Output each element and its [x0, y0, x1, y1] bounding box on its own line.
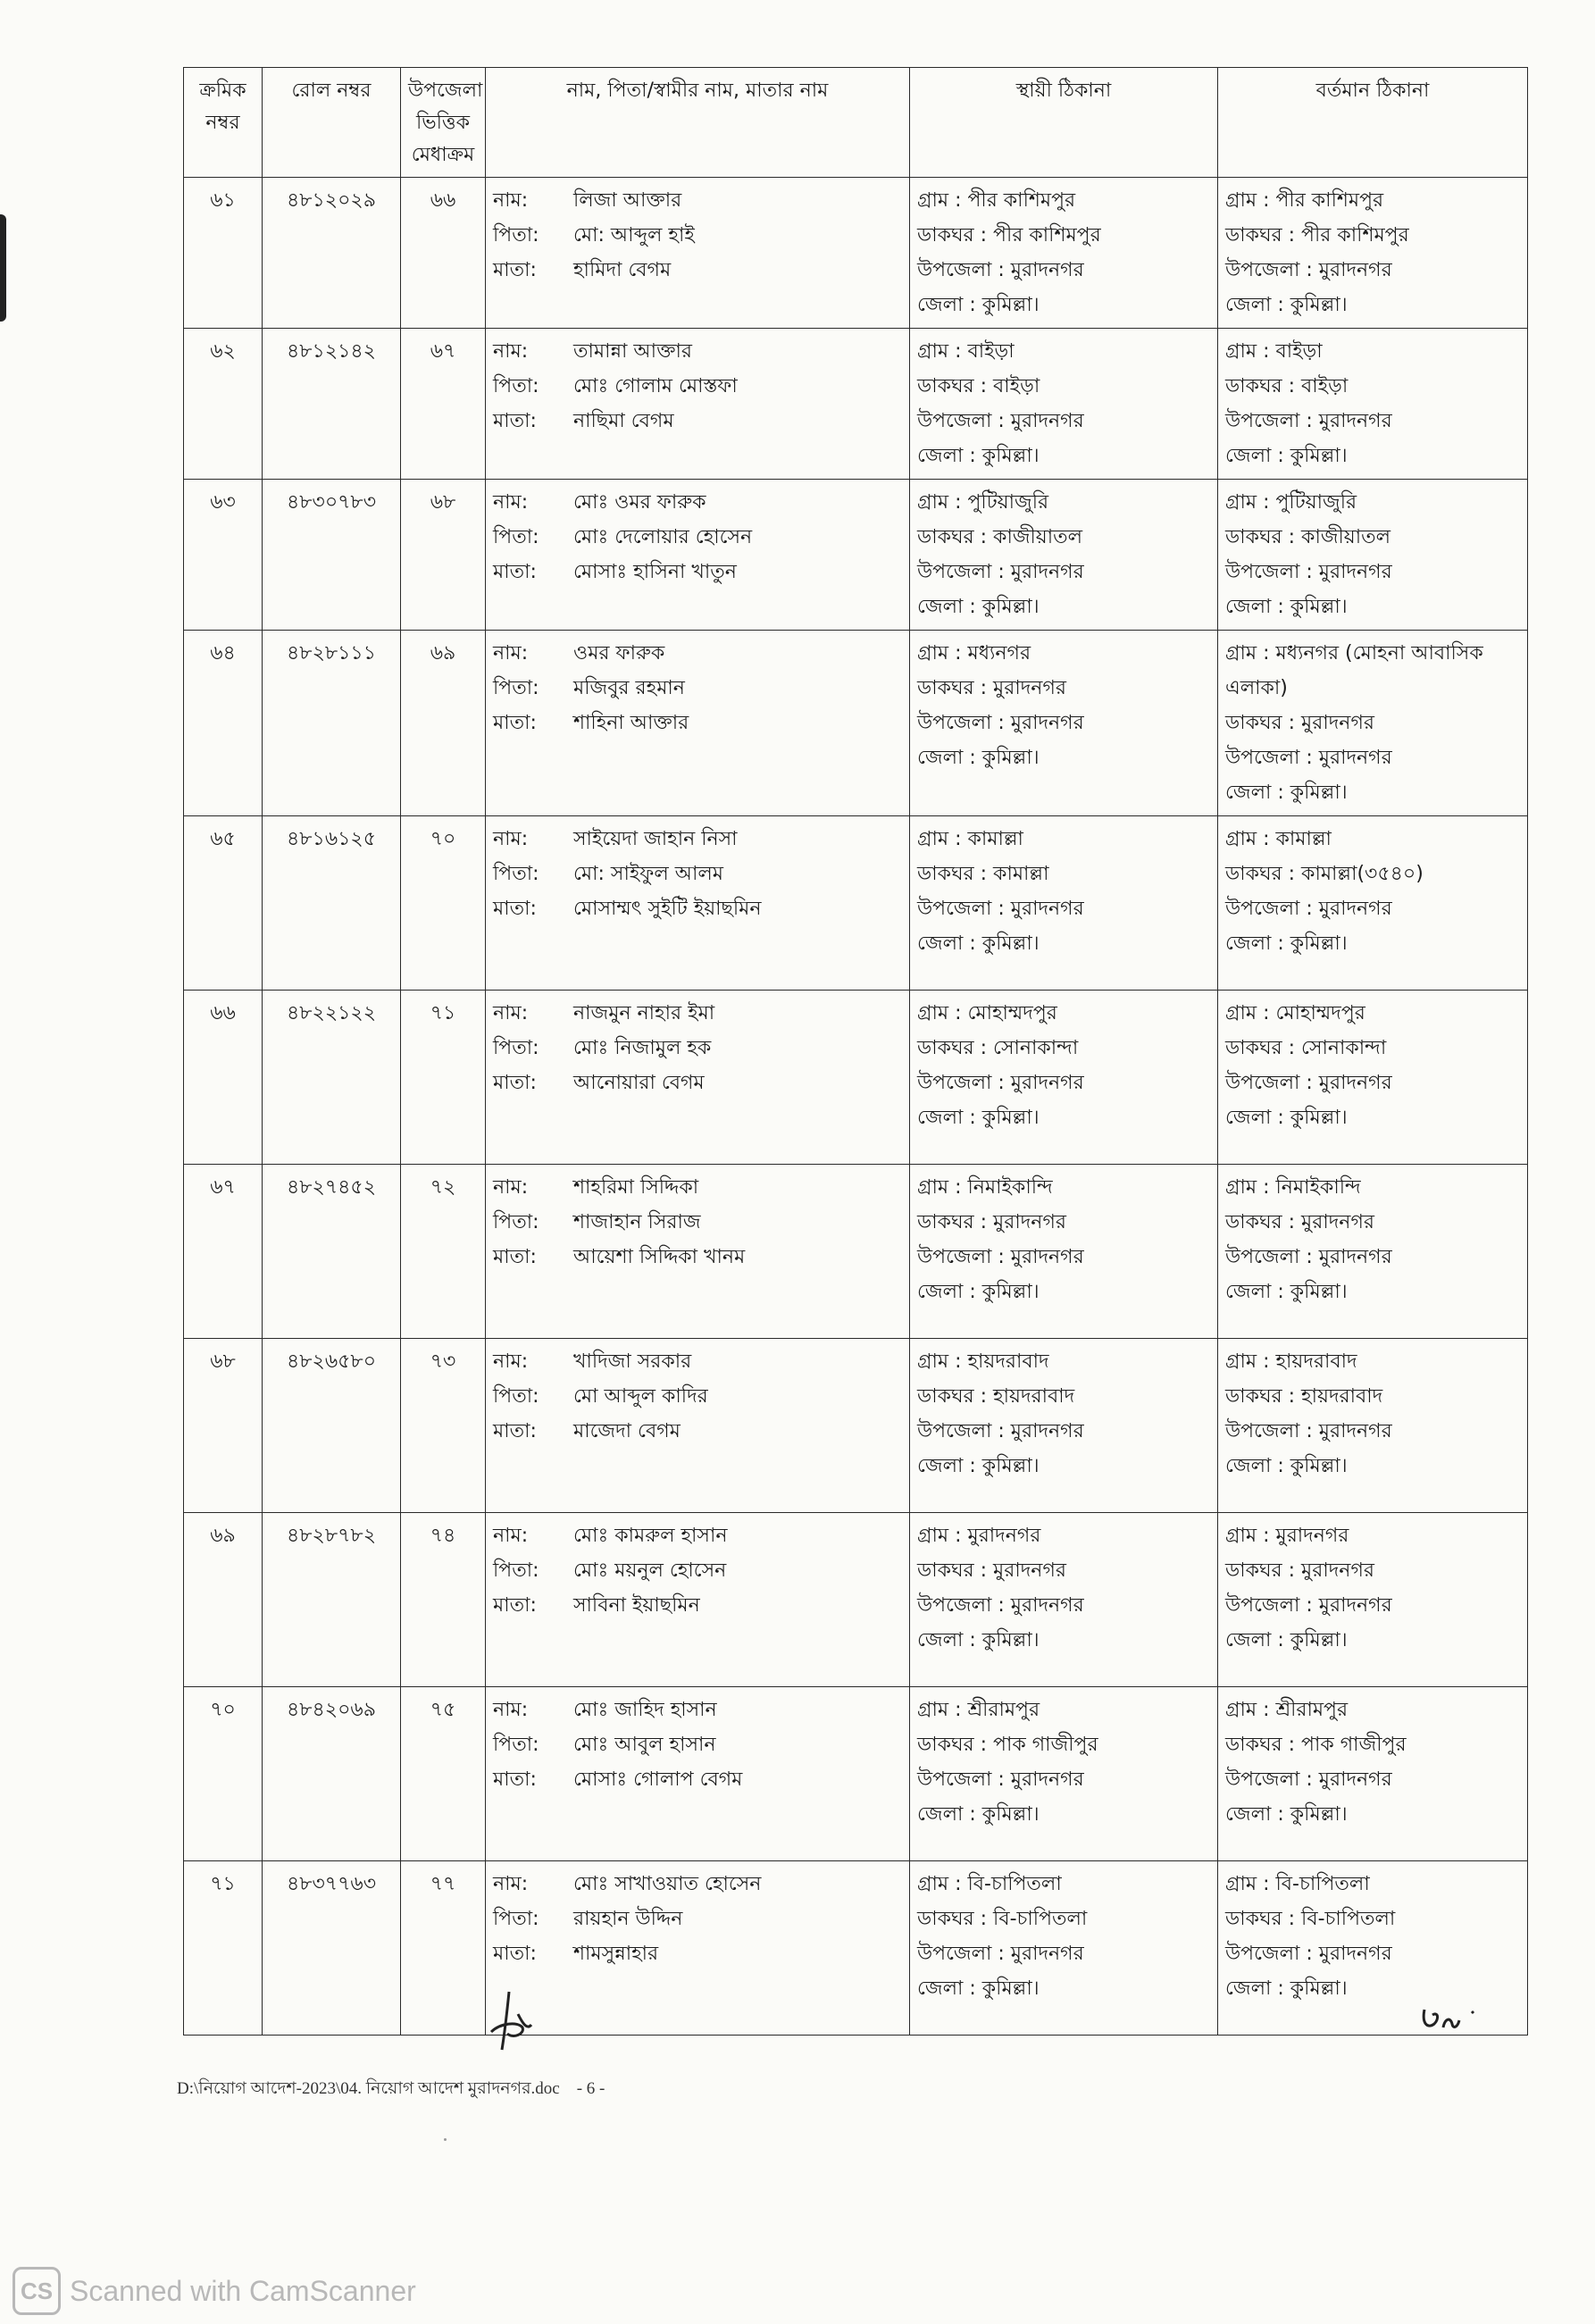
name-cell: [486, 178, 910, 329]
father-name-line: [493, 369, 902, 404]
table-row: [184, 178, 1528, 329]
serial-cell: ৬৪: [184, 631, 263, 816]
address-line: ডাকঘর : পীর কাশিমপুর: [1225, 224, 1409, 247]
address-line: উপজেলা : মুরাদনগর: [917, 410, 1084, 432]
father-label: পিতা:: [493, 526, 539, 548]
permanent-address-cell: [910, 1687, 1218, 1861]
roll-cell: ৪৮২২১২২: [263, 991, 401, 1165]
address-line: উপজেলা : মুরাদনগর: [917, 561, 1084, 583]
address-line: জেলা : কুমিল্লা।: [1225, 294, 1348, 316]
father-label: পিতা:: [493, 1559, 539, 1582]
serial-cell: ৬৫: [184, 816, 263, 991]
address-line: জেলা : কুমিল্লা।: [917, 1455, 1040, 1477]
mother-name: আনোয়ারা বেগম: [573, 1072, 705, 1094]
name-cell: [486, 1861, 910, 2036]
address-line: গ্রাম : বাইড়া: [917, 340, 1015, 363]
name-label: নাম:: [493, 491, 529, 514]
address-line: ডাকঘর : হায়দরাবাদ: [917, 1385, 1075, 1408]
name-cell: [486, 480, 910, 631]
page-number: - 6 -: [576, 2079, 605, 2098]
address-line: গ্রাম : বাইড়া: [1225, 340, 1323, 363]
address-line: উপজেলা : মুরাদনগর: [1225, 1420, 1392, 1442]
address-line: ডাকঘর : বি-চাপিতলা: [917, 1908, 1088, 1930]
merit-cell: ৭২: [401, 1165, 486, 1339]
roll-cell: ৪৮২৮১১১: [263, 631, 401, 816]
table-row: [184, 480, 1528, 631]
address-line: ডাকঘর : কাজীয়াতল: [1225, 526, 1391, 548]
name-label: নাম:: [493, 828, 529, 850]
permanent-address-cell: [910, 991, 1218, 1165]
candidate-name: সাইয়েদা জাহান নিসা: [573, 828, 738, 850]
table-row: [184, 631, 1528, 816]
candidate-name: শাহরিমা সিদ্দিকা: [573, 1176, 699, 1199]
roll-cell: ৪৮১২১৪২: [263, 329, 401, 480]
mother-name: মোসাম্মৎ সুইটি ইয়াছমিন: [573, 898, 762, 920]
father-name: মোঃ ময়নুল হোসেন: [573, 1559, 727, 1582]
address-line: গ্রাম : কামাল্লা: [1225, 828, 1332, 850]
address-line: জেলা : কুমিল্লা।: [1225, 445, 1348, 467]
candidate-name: খাদিজা সরকার: [573, 1350, 692, 1373]
name-label: নাম:: [493, 1002, 529, 1024]
address-line: জেলা : কুমিল্লা।: [917, 294, 1040, 316]
father-label: পিতা:: [493, 1385, 539, 1408]
father-name: শাজাহান সিরাজ: [573, 1211, 701, 1233]
camscanner-text: Scanned with CamScanner: [70, 2274, 416, 2307]
address-line: জেলা : কুমিল্লা।: [917, 1281, 1040, 1303]
mother-label: মাতা:: [493, 898, 537, 920]
roll-cell: ৪৮৪২০৬৯: [263, 1687, 401, 1861]
mother-name: হামিদা বেগম: [573, 259, 672, 281]
address-line: উপজেলা : মুরাদনগর: [917, 1768, 1084, 1791]
present-address-cell: [1218, 631, 1528, 816]
mother-label: মাতা:: [493, 712, 537, 734]
address-line: গ্রাম : মধ্যনগর: [917, 642, 1031, 665]
candidate-name: মোঃ ওমর ফারুক: [573, 491, 706, 514]
address-line: জেলা : কুমিল্লা।: [917, 747, 1040, 769]
address-line: ডাকঘর : বাইড়া: [1225, 375, 1349, 397]
merit-cell: ৭৭: [401, 1861, 486, 2036]
candidate-name-line: [493, 1693, 902, 1727]
table-header-row: [184, 68, 1528, 178]
roll-cell: ৪৮১৬১২৫: [263, 816, 401, 991]
mother-name: আয়েশা সিদ্দিকা খানম: [573, 1246, 746, 1268]
address-line: উপজেলা : মুরাদনগর: [1225, 898, 1392, 920]
address-line: ডাকঘর : বি-চাপিতলা: [1225, 1908, 1396, 1930]
present-address-cell: [1218, 816, 1528, 991]
mother-name: মোসাঃ হাসিনা খাতুন: [573, 561, 737, 583]
name-cell: [486, 1513, 910, 1687]
mother-name-line: [493, 1936, 902, 1971]
address-line: গ্রাম : শ্রীরামপুর: [1225, 1699, 1349, 1721]
address-line: জেলা : কুমিল্লা।: [1225, 1803, 1348, 1826]
father-name: মো: আব্দুল হাই: [573, 224, 695, 247]
mother-name: সাবিনা ইয়াছমিন: [573, 1594, 700, 1617]
father-name: মজিবুর রহমান: [573, 677, 685, 699]
address-line: গ্রাম : নিমাইকান্দি: [1225, 1176, 1361, 1199]
roll-cell: ৪৮৩০৭৮৩: [263, 480, 401, 631]
candidate-name-line: [493, 822, 902, 857]
permanent-address-cell: [910, 816, 1218, 991]
candidate-name: তামান্না আক্তার: [573, 340, 692, 363]
father-name-line: [493, 1031, 902, 1066]
merit-cell: ৭৩: [401, 1339, 486, 1513]
permanent-address-cell: [910, 480, 1218, 631]
address-line: জেলা : কুমিল্লা।: [1225, 932, 1348, 955]
father-label: পিতা:: [493, 224, 539, 247]
address-line: গ্রাম : পীর কাশিমপুর: [1225, 189, 1384, 212]
father-label: পিতা:: [493, 677, 539, 699]
mother-label: মাতা:: [493, 1246, 537, 1268]
name-cell: [486, 329, 910, 480]
father-name-line: [493, 1379, 902, 1414]
address-line: ডাকঘর : মুরাদনগর: [917, 677, 1066, 699]
father-name: মো আব্দুল কাদির: [573, 1385, 708, 1408]
address-line: ডাকঘর : মুরাদনগর: [917, 1211, 1066, 1233]
address-line: উপজেলা : মুরাদনগর: [1225, 259, 1392, 281]
candidate-name-line: [493, 183, 902, 218]
address-line: উপজেলা : মুরাদনগর: [917, 259, 1084, 281]
address-line: উপজেলা : মুরাদনগর: [917, 712, 1084, 734]
address-line: উপজেলা : মুরাদনগর: [1225, 747, 1392, 769]
present-address-cell: [1218, 991, 1528, 1165]
address-line: গ্রাম : কামাল্লা: [917, 828, 1023, 850]
address-line: জেলা : কুমিল্লা।: [1225, 1281, 1348, 1303]
name-label: নাম:: [493, 1699, 529, 1721]
table-row: [184, 991, 1528, 1165]
address-line: ডাকঘর : মুরাদনগর: [1225, 1211, 1374, 1233]
father-label: পিতা:: [493, 375, 539, 397]
mother-label: মাতা:: [493, 1072, 537, 1094]
table-row: [184, 1687, 1528, 1861]
serial-cell: ৬৭: [184, 1165, 263, 1339]
father-label: পিতা:: [493, 1037, 539, 1059]
address-line: উপজেলা : মুরাদনগর: [1225, 1594, 1392, 1617]
serial-cell: ৬১: [184, 178, 263, 329]
header-present-address: বর্তমান ঠিকানা: [1218, 68, 1528, 178]
address-line: উপজেলা : মুরাদনগর: [917, 1420, 1084, 1442]
address-line: জেলা : কুমিল্লা।: [1225, 782, 1348, 804]
name-label: নাম:: [493, 642, 529, 665]
present-address-cell: [1218, 480, 1528, 631]
address-line: ডাকঘর : হায়দরাবাদ: [1225, 1385, 1383, 1408]
serial-cell: ৭০: [184, 1687, 263, 1861]
serial-cell: ৬২: [184, 329, 263, 480]
name-label: নাম:: [493, 1873, 529, 1895]
address-line: ডাকঘর : মুরাদনগর: [917, 1559, 1066, 1582]
header-name: নাম, পিতা/স্বামীর নাম, মাতার নাম: [486, 68, 910, 178]
name-label: নাম:: [493, 1176, 529, 1199]
name-cell: [486, 631, 910, 816]
father-name: মোঃ আবুল হাসান: [573, 1734, 716, 1756]
file-path-text: D:\নিয়োগ আদেশ-2023\04. নিয়োগ আদেশ মুরাদনগর.doc: [177, 2079, 560, 2098]
address-line: উপজেলা : মুরাদনগর: [1225, 1943, 1392, 1965]
table-row: [184, 329, 1528, 480]
candidate-name-line: [493, 996, 902, 1031]
scan-edge-shadow: [0, 214, 6, 322]
serial-cell: ৭১: [184, 1861, 263, 2036]
mother-name: মাজেদা বেগম: [573, 1420, 681, 1442]
mother-name-line: [493, 253, 902, 288]
mother-label: মাতা:: [493, 1768, 537, 1791]
address-line: গ্রাম : বি-চাপিতলা: [1225, 1873, 1370, 1895]
address-line: ডাকঘর : সোনাকান্দা: [1225, 1037, 1387, 1059]
candidate-name-line: [493, 1867, 902, 1902]
name-cell: [486, 991, 910, 1165]
address-line: গ্রাম : মোহাম্মদপুর: [917, 1002, 1057, 1024]
permanent-address-cell: [910, 329, 1218, 480]
address-line: উপজেলা : মুরাদনগর: [917, 898, 1084, 920]
address-line: ডাকঘর : পীর কাশিমপুর: [917, 224, 1101, 247]
name-cell: [486, 1687, 910, 1861]
roll-cell: ৪৮২৬৫৮০: [263, 1339, 401, 1513]
address-line: উপজেলা : মুরাদনগর: [1225, 1246, 1392, 1268]
father-name-line: [493, 520, 902, 555]
mother-name: মোসাঃ গোলাপ বেগম: [573, 1768, 743, 1791]
address-line: ডাকঘর : মুরাদনগর: [1225, 1559, 1374, 1582]
header-permanent-address: স্থায়ী ঠিকানা: [910, 68, 1218, 178]
father-label: পিতা:: [493, 1211, 539, 1233]
merit-cell: ৭০: [401, 816, 486, 991]
mother-name: শাহিনা আক্তার: [573, 712, 689, 734]
address-line: জেলা : কুমিল্লা।: [1225, 596, 1348, 618]
merit-cell: ৭১: [401, 991, 486, 1165]
permanent-address-cell: [910, 1339, 1218, 1513]
header-roll: রোল নম্বর: [263, 68, 401, 178]
address-line: জেলা : কুমিল্লা।: [917, 1977, 1040, 2000]
address-line: উপজেলা : মুরাদনগর: [1225, 410, 1392, 432]
merit-cell: ৬৯: [401, 631, 486, 816]
address-line: জেলা : কুমিল্লা।: [1225, 1629, 1348, 1651]
present-address-cell: [1218, 329, 1528, 480]
father-label: পিতা:: [493, 1734, 539, 1756]
address-line: জেলা : কুমিল্লা।: [917, 1629, 1040, 1651]
address-line: উপজেলা : মুরাদনগর: [917, 1072, 1084, 1094]
present-address-cell: [1218, 1165, 1528, 1339]
address-line: গ্রাম : মুরাদনগর: [917, 1525, 1041, 1547]
address-line: গ্রাম : মুরাদনগর: [1225, 1525, 1349, 1547]
mother-label: মাতা:: [493, 561, 537, 583]
table-row: [184, 1861, 1528, 2036]
signature-right: [1420, 2001, 1491, 2036]
camscanner-logo-icon: CS: [13, 2267, 61, 2315]
father-name-line: [493, 1727, 902, 1762]
present-address-cell: [1218, 1513, 1528, 1687]
father-label: পিতা:: [493, 863, 539, 885]
name-cell: [486, 1339, 910, 1513]
permanent-address-cell: [910, 1165, 1218, 1339]
roll-cell: ৪৮২৭৪৫২: [263, 1165, 401, 1339]
address-line: ডাকঘর : কামাল্লা: [917, 863, 1049, 885]
candidate-name-line: [493, 636, 902, 671]
candidate-name-line: [493, 485, 902, 520]
father-name-line: [493, 218, 902, 253]
permanent-address-cell: [910, 1513, 1218, 1687]
mother-label: মাতা:: [493, 410, 537, 432]
address-line: উপজেলা : মুরাদনগর: [917, 1943, 1084, 1965]
address-line: জেলা : কুমিল্লা।: [917, 1803, 1040, 1826]
father-label: পিতা:: [493, 1908, 539, 1930]
candidate-name: নাজমুন নাহার ইমা: [573, 1002, 715, 1024]
address-line: গ্রাম : হায়দরাবাদ: [917, 1350, 1049, 1373]
mother-name-line: [493, 404, 902, 439]
candidate-name-line: [493, 1344, 902, 1379]
candidate-table: [183, 67, 1528, 2036]
serial-cell: ৬৩: [184, 480, 263, 631]
address-line: গ্রাম : মোহাম্মদপুর: [1225, 1002, 1365, 1024]
permanent-address-cell: [910, 178, 1218, 329]
header-merit: উপজেলা ভিত্তিক মেধাক্রম: [401, 68, 486, 178]
father-name-line: [493, 1553, 902, 1588]
signature-left: [482, 1987, 545, 2059]
address-line: ডাকঘর : পাক গাজীপুর: [917, 1734, 1098, 1756]
address-line: জেলা : কুমিল্লা।: [917, 445, 1040, 467]
table-row: [184, 1513, 1528, 1687]
mother-name-line: [493, 1066, 902, 1100]
address-line: জেলা : কুমিল্লা।: [1225, 1977, 1348, 2000]
address-line: ডাকঘর : বাইড়া: [917, 375, 1040, 397]
header-serial: ক্রমিক নম্বর: [184, 68, 263, 178]
footer-file-path: [177, 2076, 605, 2104]
address-line: গ্রাম : হায়দরাবাদ: [1225, 1350, 1357, 1373]
address-line: গ্রাম : বি-চাপিতলা: [917, 1873, 1062, 1895]
address-line: গ্রাম : পুটিয়াজুরি: [917, 491, 1049, 514]
father-name: রায়হান উদ্দিন: [573, 1908, 683, 1930]
permanent-address-cell: [910, 631, 1218, 816]
serial-cell: ৬৮: [184, 1339, 263, 1513]
father-name-line: [493, 671, 902, 706]
mother-label: মাতা:: [493, 1594, 537, 1617]
address-line: জেলা : কুমিল্লা।: [917, 932, 1040, 955]
address-line: ডাকঘর : সোনাকান্দা: [917, 1037, 1079, 1059]
table-row: [184, 816, 1528, 991]
candidate-name: মোঃ কামরুল হাসান: [573, 1525, 728, 1547]
candidate-name: মোঃ জাহিদ হাসান: [573, 1699, 717, 1721]
address-line: গ্রাম : নিমাইকান্দি: [917, 1176, 1053, 1199]
serial-cell: ৬৬: [184, 991, 263, 1165]
merit-cell: ৬৮: [401, 480, 486, 631]
address-line: জেলা : কুমিল্লা।: [917, 596, 1040, 618]
address-line: গ্রাম : শ্রীরামপুর: [917, 1699, 1040, 1721]
mother-name-line: [493, 891, 902, 926]
address-line: উপজেলা : মুরাদনগর: [1225, 1768, 1392, 1791]
table-row: [184, 1165, 1528, 1339]
address-line: ডাকঘর : পাক গাজীপুর: [1225, 1734, 1407, 1756]
merit-cell: ৭৪: [401, 1513, 486, 1687]
merit-cell: ৬৬: [401, 178, 486, 329]
father-name-line: [493, 1205, 902, 1240]
roll-cell: ৪৮২৮৭৮২: [263, 1513, 401, 1687]
name-cell: [486, 816, 910, 991]
father-name: মোঃ নিজামুল হক: [573, 1037, 712, 1059]
scan-speck: [444, 2138, 447, 2141]
father-name: মোঃ গোলাম মোস্তফা: [573, 375, 738, 397]
father-name: মো: সাইফুল আলম: [573, 863, 724, 885]
mother-name-line: [493, 706, 902, 740]
mother-name: নাছিমা বেগম: [573, 410, 674, 432]
address-line: গ্রাম : পীর কাশিমপুর: [917, 189, 1076, 212]
address-line: উপজেলা : মুরাদনগর: [917, 1246, 1084, 1268]
mother-name-line: [493, 1240, 902, 1275]
name-label: নাম:: [493, 1350, 529, 1373]
mother-name: শামসুন্নাহার: [573, 1943, 659, 1965]
present-address-cell: [1218, 1687, 1528, 1861]
merit-cell: ৬৭: [401, 329, 486, 480]
address-line: ডাকঘর : মুরাদনগর: [1225, 712, 1374, 734]
mother-label: মাতা:: [493, 1943, 537, 1965]
father-name-line: [493, 857, 902, 891]
permanent-address-cell: [910, 1861, 1218, 2036]
table-row: [184, 1339, 1528, 1513]
roll-cell: ৪৮১২০২৯: [263, 178, 401, 329]
roll-cell: ৪৮৩৭৭৬৩: [263, 1861, 401, 2036]
address-line: উপজেলা : মুরাদনগর: [1225, 561, 1392, 583]
address-line: উপজেলা : মুরাদনগর: [1225, 1072, 1392, 1094]
mother-name-line: [493, 555, 902, 589]
present-address-cell: [1218, 178, 1528, 329]
address-line: জেলা : কুমিল্লা।: [917, 1107, 1040, 1129]
address-line: গ্রাম : পুটিয়াজুরি: [1225, 491, 1357, 514]
name-label: নাম:: [493, 340, 529, 363]
merit-cell: ৭৫: [401, 1687, 486, 1861]
serial-cell: ৬৯: [184, 1513, 263, 1687]
father-name: মোঃ দেলোয়ার হোসেন: [573, 526, 753, 548]
candidate-name: মোঃ সাখাওয়াত হোসেন: [573, 1873, 762, 1895]
name-label: নাম:: [493, 1525, 529, 1547]
candidate-name: ওমর ফারুক: [573, 642, 665, 665]
name-label: নাম:: [493, 189, 529, 212]
father-name-line: [493, 1902, 902, 1936]
address-line: ডাকঘর : কামাল্লা(৩৫৪০): [1225, 863, 1424, 885]
mother-name-line: [493, 1762, 902, 1797]
address-line: ডাকঘর : কাজীয়াতল: [917, 526, 1083, 548]
mother-name-line: [493, 1414, 902, 1449]
address-line: জেলা : কুমিল্লা।: [1225, 1107, 1348, 1129]
address-line: গ্রাম : মধ্যনগর (মোহনা আবাসিক এলাকা): [1225, 642, 1483, 699]
candidate-name-line: [493, 1518, 902, 1553]
mother-label: মাতা:: [493, 1420, 537, 1442]
mother-name-line: [493, 1588, 902, 1623]
name-cell: [486, 1165, 910, 1339]
camscanner-watermark: [13, 2267, 416, 2315]
address-line: উপজেলা : মুরাদনগর: [917, 1594, 1084, 1617]
mother-label: মাতা:: [493, 259, 537, 281]
candidate-name-line: [493, 1170, 902, 1205]
candidate-name-line: [493, 334, 902, 369]
address-line: জেলা : কুমিল্লা।: [1225, 1455, 1348, 1477]
present-address-cell: [1218, 1339, 1528, 1513]
candidate-name: লিজা আক্তার: [573, 189, 682, 212]
